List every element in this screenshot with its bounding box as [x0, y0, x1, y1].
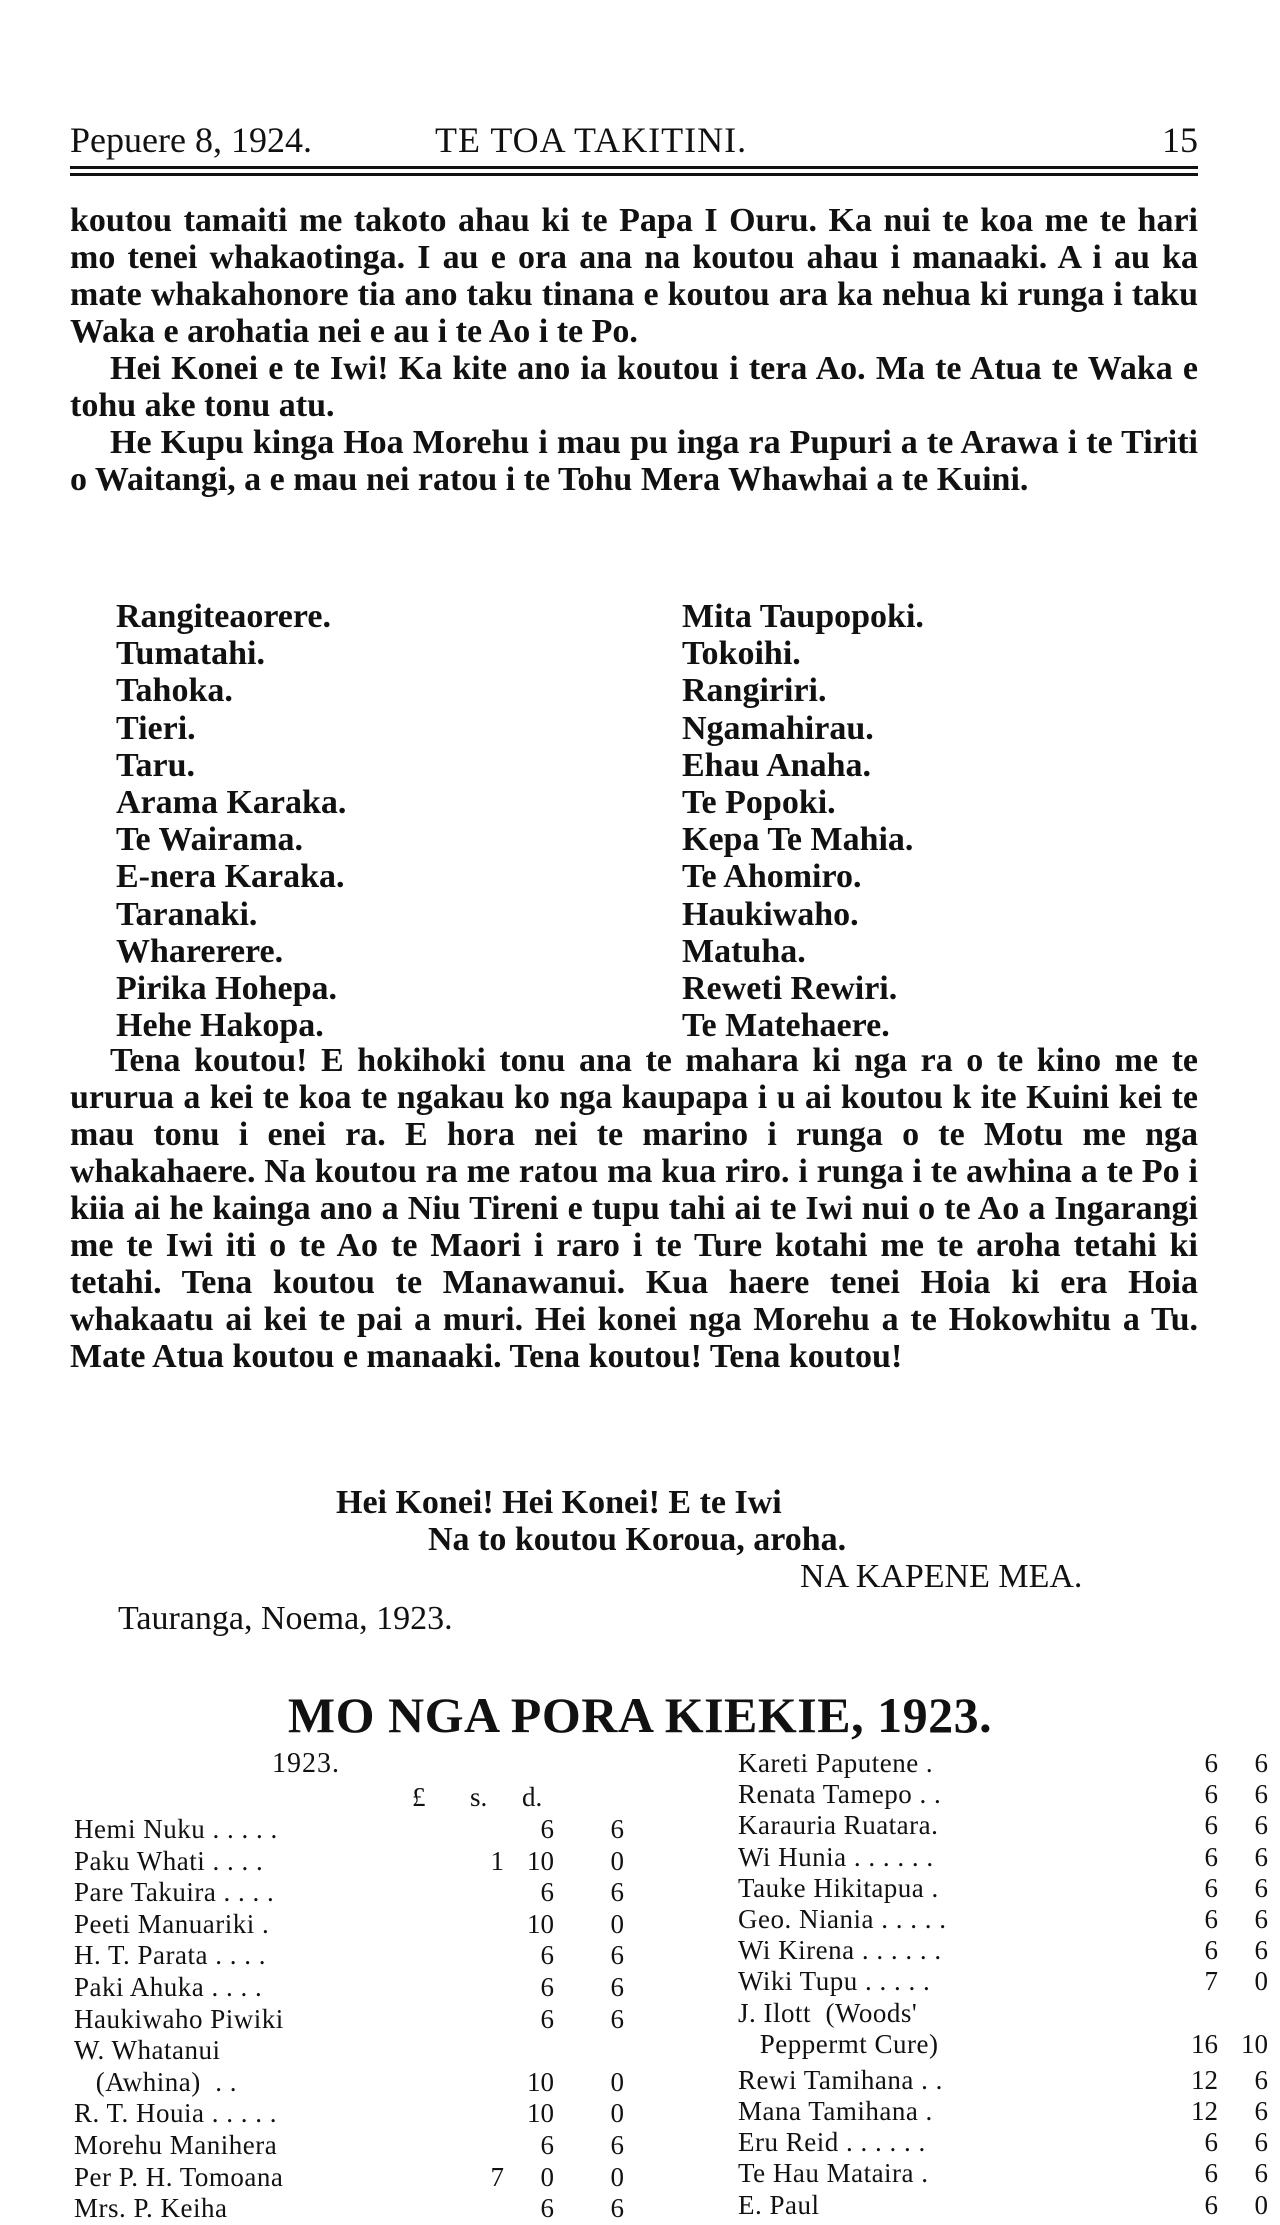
- list-item: Tokoihi.: [682, 635, 801, 673]
- shillings-cell: 12: [1191, 2096, 1218, 2126]
- pence-cell: 6: [610, 1877, 624, 1908]
- list-item: E-nera Karaka.: [116, 858, 345, 896]
- closing-section: [70, 1042, 1198, 1375]
- shillings-cell: 6: [1204, 2158, 1218, 2189]
- table-row: [74, 2130, 634, 2162]
- shillings-cell: 6: [1204, 1748, 1218, 1778]
- pence-cell: 6: [1254, 1748, 1268, 1778]
- table-row: [74, 2004, 634, 2036]
- list-item: Mita Taupopoki.: [682, 598, 924, 635]
- column-header-shillings: s.: [470, 1782, 488, 1812]
- pence-cell: 6: [1254, 1810, 1268, 1841]
- contributor-name: Wi Kirena . . . . . .: [738, 1935, 942, 1966]
- contributor-name: Geo. Niania . . . . .: [738, 1904, 947, 1934]
- contributor-name: Peeti Manuariki .: [74, 1908, 270, 1939]
- column-header-pence: d.: [522, 1782, 543, 1812]
- contributor-name: Te Hau Mataira .: [738, 2158, 929, 2189]
- pence-cell: 0: [1254, 1966, 1268, 1997]
- contributor-name: Eru Reid . . . . . .: [738, 2127, 926, 2158]
- pence-cell: 0: [1254, 2189, 1268, 2220]
- contributor-name: Wiki Tupu . . . . .: [738, 1966, 931, 1997]
- subscriptions-table-right: [738, 1748, 1268, 2220]
- shillings-cell: 10: [527, 2066, 554, 2097]
- shillings-cell: 6: [540, 2193, 554, 2224]
- pence-cell: 6: [1254, 2096, 1268, 2126]
- table-row: [74, 1972, 634, 2004]
- shillings-cell: 6: [1204, 1779, 1218, 1810]
- shillings-cell: 6: [1204, 1841, 1218, 1872]
- list-item: Taranaki.: [116, 895, 258, 933]
- shillings-cell: 10: [527, 2098, 554, 2129]
- signoff-line: Hei Konei! Hei Konei! E te Iwi: [336, 1484, 782, 1521]
- contributor-name: R. T. Houia . . . . .: [74, 2098, 277, 2129]
- pence-cell: 0: [610, 1845, 624, 1876]
- publication-title: TE TOA TAKITINI.: [435, 120, 748, 160]
- pence-cell: 6: [610, 2130, 624, 2160]
- list-item: Rangiteaorere.: [116, 598, 331, 635]
- table-row: [738, 1779, 1268, 1811]
- list-item: Tieri.: [116, 709, 196, 747]
- contributor-name: (Awhina) . .: [74, 2066, 237, 2097]
- shillings-cell: 7: [1204, 1966, 1218, 1997]
- column-header-pound: £: [412, 1782, 426, 1812]
- table-row: [738, 2158, 1268, 2190]
- shillings-cell: 6: [540, 1877, 554, 1908]
- list-item: Te Ahomiro.: [682, 858, 862, 896]
- table-row: [74, 2098, 634, 2130]
- pence-cell: 0: [610, 2098, 624, 2129]
- list-item: Kepa Te Mahia.: [682, 821, 914, 859]
- table-row: [738, 1748, 1268, 1780]
- pence-cell: 6: [610, 1972, 624, 2002]
- contributor-name: Paku Whati . . . .: [74, 1845, 264, 1876]
- shillings-cell: 16: [1191, 2028, 1218, 2059]
- table-row: [738, 1935, 1268, 1967]
- table-row: [74, 2067, 634, 2099]
- shillings-cell: 6: [540, 2130, 554, 2160]
- signoff-line: Na to koutou Koroua, aroha.: [428, 1521, 847, 1558]
- pence-cell: 0: [610, 1908, 624, 1939]
- header-rule: [70, 166, 1198, 169]
- list-item: Tumatahi.: [116, 635, 265, 673]
- contributor-name: W. Whatanui: [74, 2035, 221, 2066]
- table-row: [74, 2035, 634, 2067]
- contributor-name: H. T. Parata . . . .: [74, 1940, 266, 1971]
- contributor-name: E. Paul: [738, 2189, 820, 2220]
- pounds-cell: 7: [490, 2161, 504, 2192]
- signature: NA KAPENE MEA.: [800, 1558, 1083, 1595]
- table-row: [738, 1966, 1268, 1998]
- pence-cell: 6: [1254, 2064, 1268, 2095]
- pence-cell: 6: [1254, 2158, 1268, 2189]
- contributor-name: Kareti Paputene .: [738, 1748, 934, 1778]
- table-row: [738, 2028, 1268, 2061]
- shillings-cell: 6: [1204, 1872, 1218, 1903]
- contributor-name: Karauria Ruatara.: [738, 1810, 939, 1841]
- table-row: [74, 1877, 634, 1909]
- subscriptions-table-left: [74, 1814, 634, 2224]
- names-column-right: [682, 598, 924, 1044]
- pence-cell: 6: [1254, 1935, 1268, 1966]
- contributor-name: Renata Tamepo . .: [738, 1779, 942, 1810]
- pence-cell: 6: [1254, 2127, 1268, 2158]
- paragraph: He Kupu kinga Hoa Morehu i mau pu inga ra Pupuri a te Arawa i te Tiriti o Waitangi, a e mau nei ratou i te Tohu Mera Whawhai a te Kuini.: [70, 424, 1198, 498]
- table-row: [74, 1940, 634, 1972]
- list-item: Wharerere.: [116, 932, 284, 970]
- table-row: [738, 2127, 1268, 2159]
- contributor-name: Wi Hunia . . . . . .: [738, 1841, 934, 1872]
- pence-cell: 6: [610, 1814, 624, 1844]
- shillings-cell: 0: [540, 2161, 554, 2192]
- pence-cell: 0: [610, 2161, 624, 2192]
- shillings-cell: 6: [540, 1940, 554, 1971]
- contributor-name: Pare Takuira . . . .: [74, 1877, 275, 1908]
- pence-cell: 6: [1254, 1904, 1268, 1934]
- list-item: Hehe Hakopa.: [116, 1007, 324, 1045]
- table-row: [738, 2064, 1268, 2097]
- list-item: Taru.: [116, 746, 196, 784]
- table-row: [74, 1814, 634, 1846]
- pence-cell: 6: [1254, 1841, 1268, 1872]
- shillings-cell: 6: [540, 1814, 554, 1844]
- pence-cell: 6: [1254, 1872, 1268, 1903]
- names-column-left: [116, 598, 346, 1044]
- table-row: [738, 2096, 1268, 2128]
- table-row: [74, 1846, 634, 1878]
- list-item: Pirika Hohepa.: [116, 969, 338, 1007]
- pence-cell: 6: [1254, 1779, 1268, 1810]
- pence-cell: 10: [1241, 2028, 1268, 2059]
- contributor-name: Per P. H. Tomoana: [74, 2161, 284, 2192]
- shillings-cell: 6: [540, 2003, 554, 2034]
- list-item: Reweti Rewiri.: [682, 969, 898, 1007]
- contributor-name: J. Ilott (Woods': [738, 1997, 918, 2028]
- table-row: [738, 1872, 1268, 1905]
- list-item: Arama Karaka.: [116, 783, 347, 821]
- paragraph: Hei Konei e te Iwi! Ka kite ano ia koutou i tera Ao. Ma te Atua te Waka e tohu ake tonu atu.: [70, 350, 1198, 424]
- place-date: Tauranga, Noema, 1923.: [118, 1600, 453, 1637]
- list-item: Te Wairama.: [116, 821, 304, 859]
- table-row: [738, 1904, 1268, 1936]
- pence-cell: 6: [610, 2003, 624, 2034]
- closing-paragraph: Tena koutou! E hokihoki tonu ana te mahara ki nga ra o te kino me te ururua a kei te koa te ngakau ko nga kaupapa i u ai koutou k ite Kuini kei te mau tonu i enei ra. E hora nei te marino i runga o te Motu me nga whakahaere. Na koutou ra me ratou ma kua riro. i runga i te awhina a te Po i kiia ai he kainga ano a Niu Tireni e tupu tahi ai te Iwi nui o te Ao a Ingarangi me te Iwi iti o te Ao te Maori i raro i te Ture kotahi me te aroha tetahi ki tetahi. Tena koutou te Manawanui. Kua haere tenei Hoia ki era Hoia whakaatu ai kei te pai a muri. Hei konei nga Morehu a te Hokowhitu a Tu. Mate Atua koutou e manaaki. Tena koutou! Tena koutou!: [70, 1042, 1198, 1375]
- paragraph: koutou tamaiti me takoto ahau ki te Papa I Ouru. Ka nui te koa me te hari mo tenei whakaotinga. I au e ora ana na koutou ahau i manaaki. A i au ka mate whakahonore tia ano taku tinana e koutou ara ka nehua ki runga i taku Waka e arohatia nei e au i te Ao i te Po.: [70, 202, 1198, 350]
- table-row: [738, 2189, 1268, 2222]
- list-item: Te Popoki.: [682, 783, 836, 821]
- shillings-cell: 6: [1204, 1935, 1218, 1966]
- shillings-cell: 6: [540, 1972, 554, 2002]
- pence-cell: 0: [610, 2066, 624, 2097]
- shillings-cell: 6: [1204, 1810, 1218, 1841]
- contributor-name: Mrs. P. Keiha: [74, 2193, 228, 2224]
- header-rule: [70, 173, 1198, 176]
- table-row: [738, 1841, 1268, 1874]
- contributor-name: Hemi Nuku . . . . .: [74, 1814, 278, 1844]
- list-item: Rangiriri.: [682, 672, 827, 710]
- pence-cell: 6: [610, 1940, 624, 1971]
- year-label: 1923.: [272, 1748, 340, 1779]
- page-number: 15: [1162, 120, 1198, 160]
- list-item: Ehau Anaha.: [682, 746, 871, 784]
- table-row: [74, 1909, 634, 1941]
- list-item: Ngamahirau.: [682, 709, 874, 747]
- contributor-name: Haukiwaho Piwiki: [74, 2003, 284, 2034]
- pounds-cell: 1: [490, 1845, 504, 1876]
- shillings-cell: 10: [527, 1908, 554, 1939]
- contributor-name: Peppermt Cure): [738, 2028, 939, 2059]
- list-item: Te Matehaere.: [682, 1007, 890, 1045]
- article-body: [70, 202, 1198, 498]
- shillings-cell: 6: [1204, 2127, 1218, 2158]
- section-title: MO NGA PORA KIEKIE, 1923.: [287, 1687, 993, 1743]
- shillings-cell: 12: [1191, 2064, 1218, 2095]
- list-item: Tahoka.: [116, 672, 233, 710]
- list-item: Haukiwaho.: [682, 895, 859, 933]
- shillings-cell: 6: [1204, 2189, 1218, 2220]
- contributor-name: Tauke Hikitapua .: [738, 1872, 939, 1903]
- contributor-name: Rewi Tamihana . .: [738, 2064, 943, 2095]
- table-row: [74, 2193, 634, 2225]
- contributor-name: Morehu Manihera: [74, 2130, 278, 2160]
- contributor-name: Paki Ahuka . . . .: [74, 1972, 263, 2002]
- pence-cell: 6: [610, 2193, 624, 2224]
- contributor-name: Mana Tamihana .: [738, 2096, 933, 2126]
- shillings-cell: 6: [1204, 1904, 1218, 1934]
- shillings-cell: 10: [527, 1845, 554, 1876]
- list-item: Matuha.: [682, 932, 806, 970]
- table-row: [738, 1810, 1268, 1842]
- issue-date: Pepuere 8, 1924.: [70, 120, 312, 160]
- table-row: [738, 1998, 1218, 2030]
- table-row: [74, 2162, 634, 2194]
